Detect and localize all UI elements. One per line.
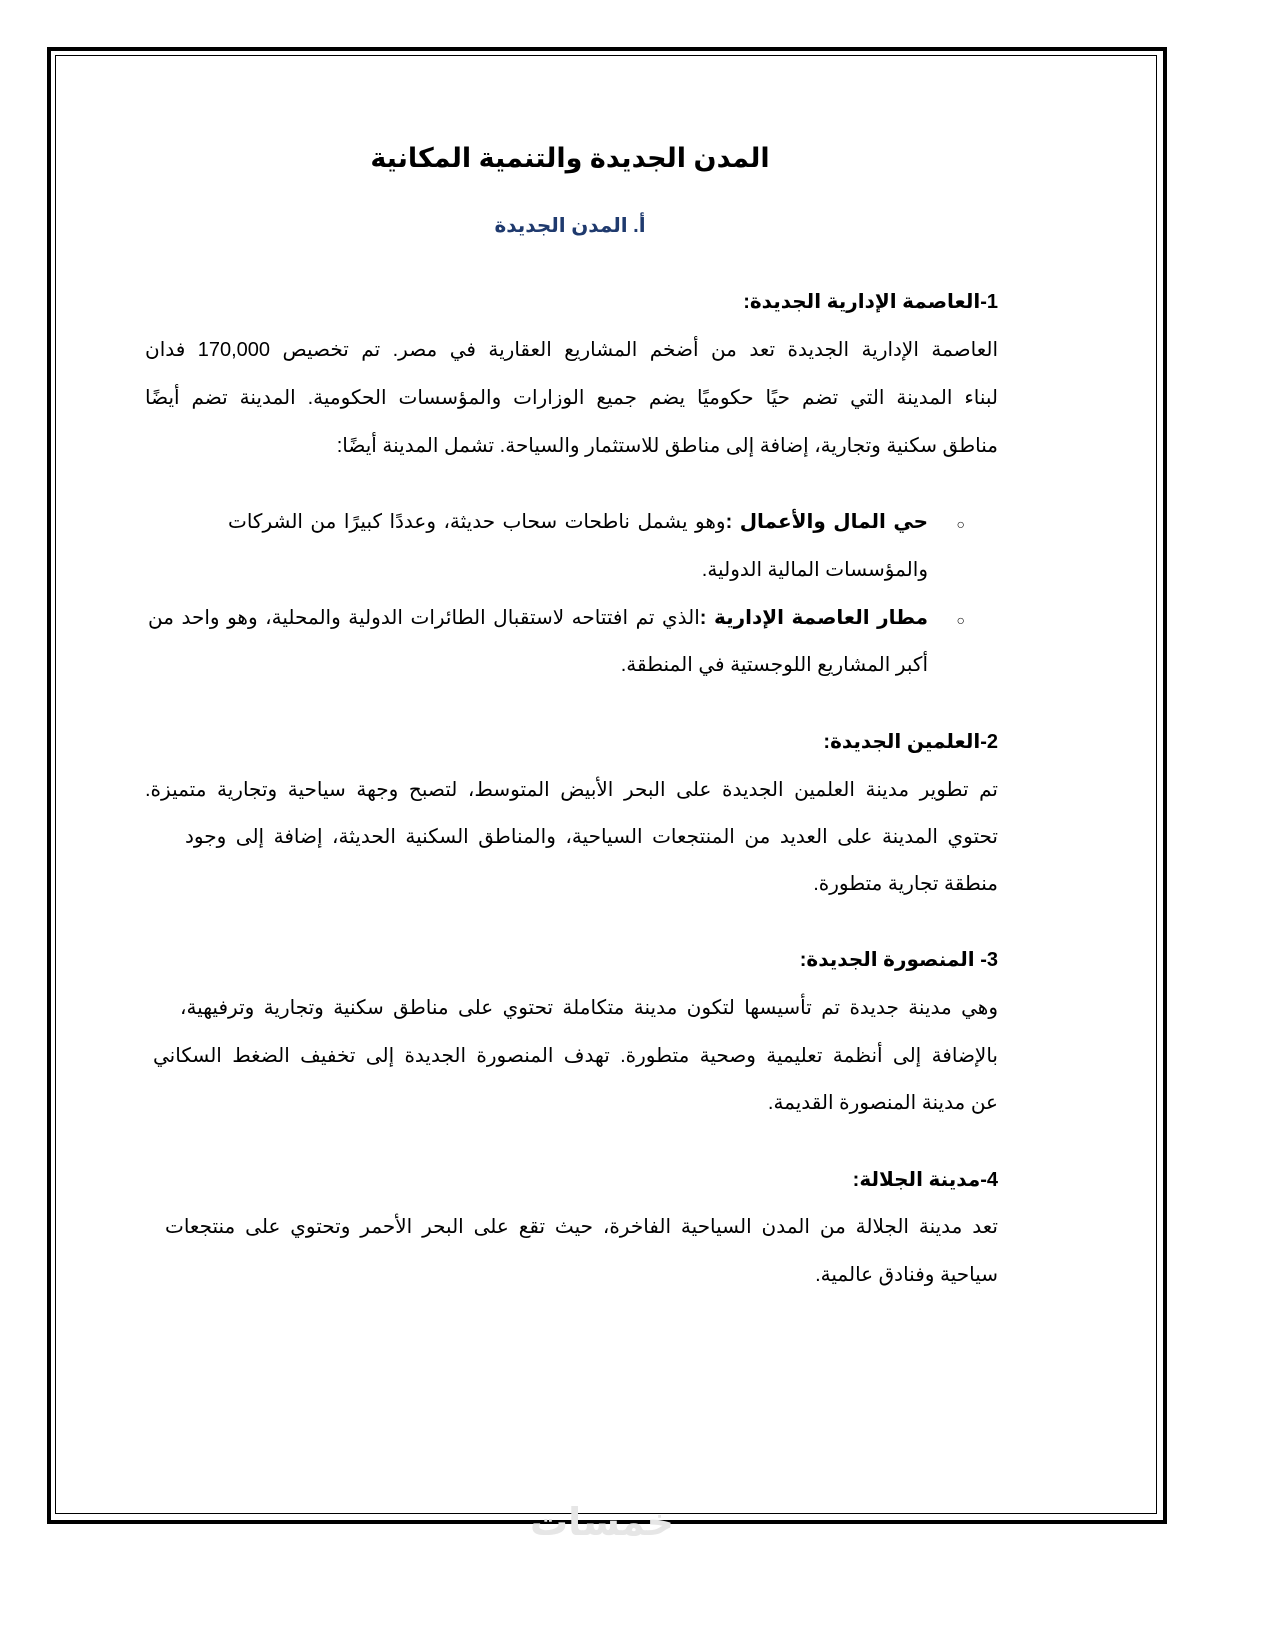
bullet-circle-icon: ○ [956,612,965,628]
bullet-line [228,508,928,536]
section-subtitle: أ. المدن الجديدة [494,215,646,237]
bullet-line [148,604,928,632]
paragraph-line: تعد مدينة الجلالة من المدن السياحية الفاخرة، حيث تقع على البحر الأحمر وتحتوي على منتجعات [165,1216,998,1238]
section-heading-1: 1-العاصمة الإدارية الجديدة: [743,291,998,313]
paragraph-line: تحتوي المدينة على العديد من المنتجعات السياحية، والمناطق السكنية الحديثة، إضافة إلى وجود [185,826,998,848]
section-heading-2: 2-العلمين الجديدة: [823,731,998,753]
bullet-term: مطار العاصمة الإدارية : [699,607,928,629]
paragraph-line: لبناء المدينة التي تضم حيًا حكوميًا يضم جميع الوزارات والمؤسسات الحكومية. المدينة تضم أيضًا [145,387,998,409]
bullet-text: الذي تم افتتاحه لاستقبال الطائرات الدولية والمحلية، وهو واحد من [148,607,700,629]
paragraph-line: منطقة تجارية متطورة. [813,873,998,895]
bullet-line: والمؤسسات المالية الدولية. [701,559,928,581]
document-title: المدن الجديدة والتنمية المكانية [370,143,770,173]
paragraph-line: بالإضافة إلى أنظمة تعليمية وصحية متطورة. تهدف المنصورة الجديدة إلى تخفيف الضغط السكاني [153,1045,998,1067]
paragraph-line: مناطق سكنية وتجارية، إضافة إلى مناطق للاستثمار والسياحة. تشمل المدينة أيضًا: [336,435,998,457]
section-heading-3: 3- المنصورة الجديدة: [799,949,998,971]
paragraph-line: تم تطوير مدينة العلمين الجديدة على البحر الأبيض المتوسط، لتصبح وجهة سياحية وتجارية متميزة. [145,779,999,801]
bullet-circle-icon: ○ [956,516,965,532]
paragraph-line: سياحية وفنادق عالمية. [815,1264,998,1286]
paragraph-line: وهي مدينة جديدة تم تأسيسها لتكون مدينة متكاملة تحتوي على مناطق سكنية وتجارية وترفيهية، [180,997,998,1019]
bullet-line: أكبر المشاريع اللوجستية في المنطقة. [620,654,928,676]
bullet-text: وهو يشمل ناطحات سحاب حديثة، وعددًا كبيرًا من الشركات [228,511,726,533]
watermark-logo: خمسات [530,1502,674,1544]
paragraph-line: العاصمة الإدارية الجديدة تعد من أضخم المشاريع العقارية في مصر. تم تخصيص 170,000 فدان [145,339,999,361]
bullet-term: حي المال والأعمال : [725,511,928,533]
section-heading-4: 4-مدينة الجلالة: [852,1169,998,1191]
paragraph-line: عن مدينة المنصورة القديمة. [767,1092,998,1114]
